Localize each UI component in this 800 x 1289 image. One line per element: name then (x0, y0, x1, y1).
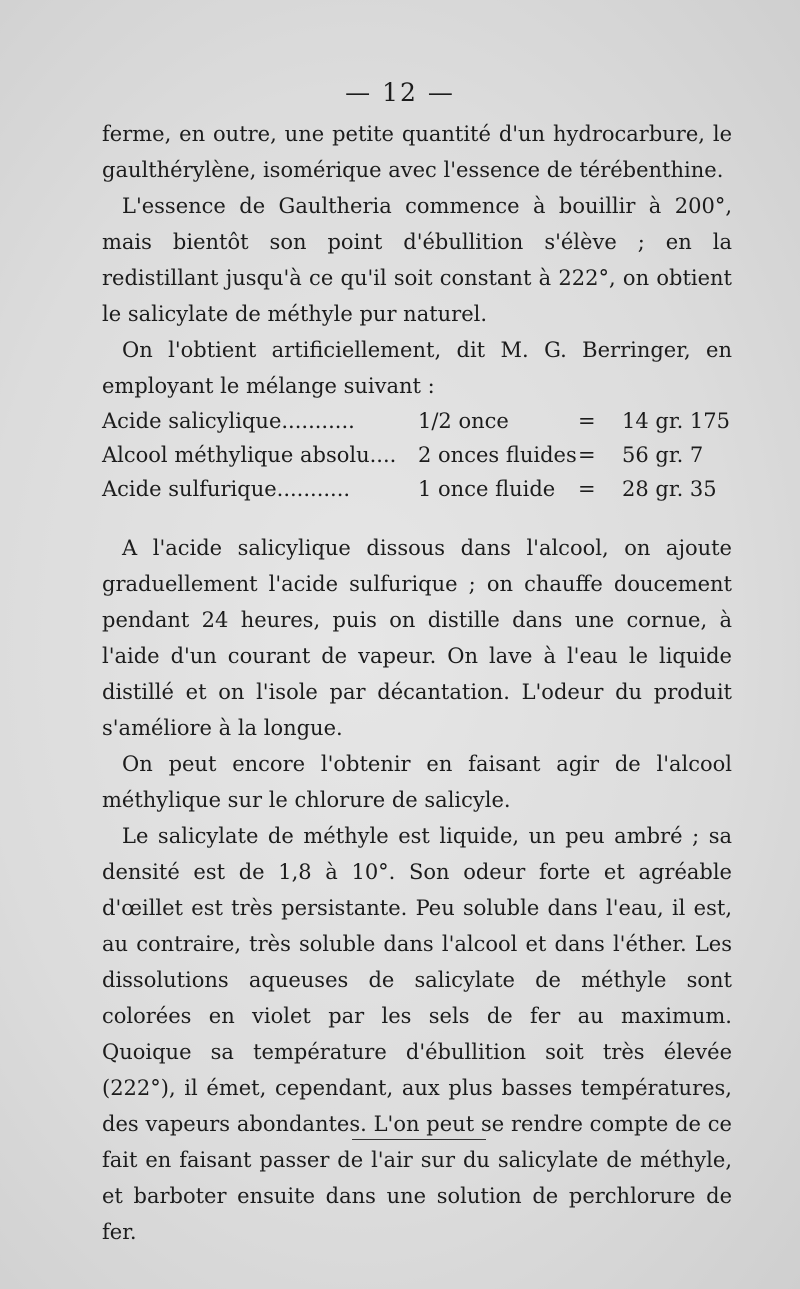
paragraph: On l'obtient artificiellement, dit M. G. Berringer, en employant le mélange suivant : (102, 338, 732, 398)
ingredient-quantity: 1 once fluide (418, 477, 556, 501)
page-number: — 12 — (345, 78, 455, 107)
ingredient-name: Alcool méthylique absolu.... (102, 443, 397, 467)
paragraph: L'essence de Gaultheria commence à bouillir à 200°, mais bientôt son point d'ébullition s'élève ; en la redistillant jusqu'à ce qu'il soit constant à 222°, on obtient le salicylate de méthyle pur naturel. (102, 194, 732, 326)
text-block-top (102, 116, 732, 404)
end-rule (352, 1139, 486, 1140)
ingredient-grams: 56 gr. 7 (622, 443, 704, 467)
paragraph: A l'acide salicylique dissous dans l'alcool, on ajoute graduellement l'acide sulfurique ; on chauffe doucement pendant 24 heures, puis on distille dans une cornue, à l'aide d'un courant de vapeur. On lave à l'eau le liquide distillé et on l'isole par décantation. L'odeur du produit s'améliore à la longue. (102, 536, 732, 740)
ingredient-quantity: 2 onces fluides (418, 443, 577, 467)
equals-sign: = (578, 443, 596, 467)
equals-sign: = (578, 409, 596, 433)
paragraph: On peut encore l'obtenir en faisant agir de l'alcool méthylique sur le chlorure de salicyle. (102, 752, 732, 812)
recipe-row (102, 472, 742, 506)
recipe-row (102, 438, 742, 472)
ingredient-name: Acide sulfurique........... (102, 477, 351, 501)
equals-sign: = (578, 477, 596, 501)
ingredient-name: Acide salicylique........... (102, 409, 355, 433)
recipe-row (102, 404, 742, 438)
text-block-bottom (102, 530, 732, 1250)
recipe-table (102, 404, 742, 506)
ingredient-grams: 28 gr. 35 (622, 477, 717, 501)
paragraph: Le salicylate de méthyle est liquide, un peu ambré ; sa densité est de 1,8 à 10°. Son odeur forte et agréable d'œillet est très persistante. Peu soluble dans l'eau, il est, au contraire, très soluble dans l'alcool et dans l'éther. Les dissolutions aqueuses de salicylate de méthyle sont colorées en violet par les sels de fer au maximum. Quoique sa température d'ébullition soit très élevée (222°), il émet, cependant, aux plus basses températures, des vapeurs abondantes. L'on peut se rendre compte de ce fait en faisant passer de l'air sur du salicylate de méthyle, et barboter ensuite dans une solution de perchlorure de fer. (102, 824, 732, 1244)
ingredient-quantity: 1/2 once (418, 409, 509, 433)
ingredient-grams: 14 gr. 175 (622, 409, 731, 433)
paragraph: ferme, en outre, une petite quantité d'un hydrocarbure, le gaulthérylène, isomérique avec l'essence de térébenthine. (102, 122, 732, 182)
